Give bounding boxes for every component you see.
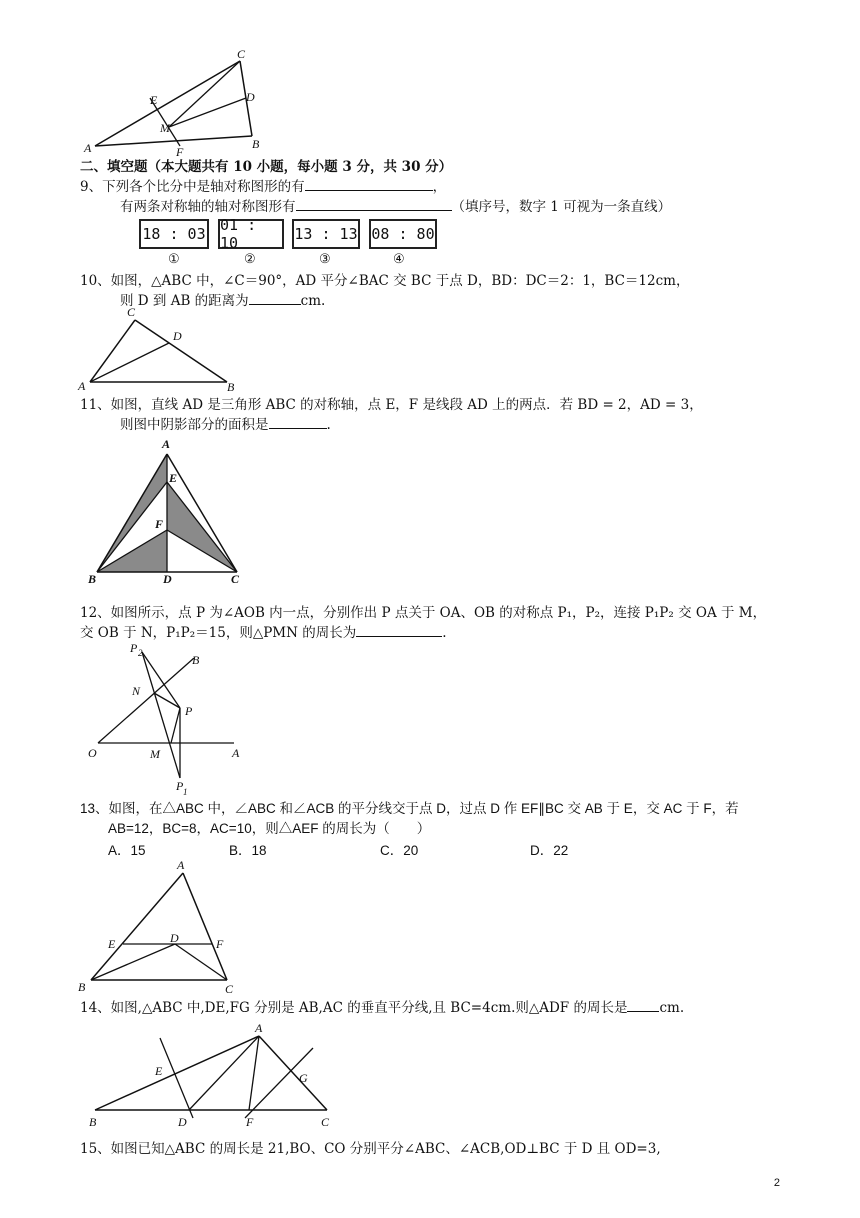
label-b: B — [252, 137, 260, 151]
mark-4: ④ — [393, 252, 405, 267]
mark-3: ③ — [319, 252, 331, 267]
q11-end: . — [326, 417, 331, 433]
label-d: D — [170, 931, 179, 945]
question-9-line-1 — [80, 177, 446, 196]
option-b: B．18 — [229, 843, 267, 858]
score-box-3: 13 : 13 — [292, 219, 360, 249]
question-13-line-1: 13、如图，在△ABC 中，∠ABC 和∠ACB 的平分线交于点 D，过点 D 作 EF∥BC 交 AB 于 E，交 AC 于 F，若 — [80, 801, 739, 816]
label-c: C — [225, 982, 234, 996]
label-e: E — [155, 1064, 163, 1078]
label-d: D — [173, 329, 182, 343]
label-f: F — [246, 1115, 254, 1129]
figure-q11 — [85, 432, 255, 587]
q10-end: cm. — [300, 293, 326, 309]
answer-blank — [296, 197, 452, 211]
figure-q8 — [80, 48, 280, 158]
q9-end: ， — [432, 179, 447, 195]
question-15-line-1: 15、如图已知△ABC 的周长是 21,BO、CO 分别平分∠ABC、∠ACB,OD⊥BC 于 D 且 OD=3, — [80, 1141, 661, 1157]
q11-text-2: 则图中阴影部分的面积是 — [120, 417, 269, 433]
figure-q14 — [85, 1020, 350, 1135]
score-box-4: 08 : 80 — [369, 219, 437, 249]
question-11-line-1: 11、如图，直线 AD 是三角形 ABC 的对称轴，点 E，F 是线段 AD 上的两点．若 BD = 2，AD = 3， — [80, 397, 703, 413]
answer-blank — [249, 291, 301, 305]
question-14-line-1 — [80, 998, 684, 1017]
label-p2-sub: 2 — [138, 648, 143, 658]
q9-end-2: （填序号，数字 1 可视为一条直线） — [451, 199, 672, 215]
q12-text-2: 交 OB 于 N，P₁P₂＝15，则△PMN 的周长为 — [80, 625, 357, 641]
label-b: B — [78, 980, 86, 994]
answer-blank — [627, 998, 659, 1012]
label-b: B — [88, 572, 97, 586]
label-a: A — [84, 141, 92, 155]
label-f: F — [176, 145, 184, 158]
q14-text: 14、如图,△ABC 中,DE,FG 分别是 AB,AC 的垂直平分线,且 BC=4cm.则△ADF 的周长是 — [80, 1000, 628, 1016]
label-c: C — [231, 572, 240, 586]
score-box-2: 01 : 10 — [218, 219, 284, 249]
label-a: A — [255, 1021, 263, 1035]
label-f: F — [155, 517, 164, 531]
label-n: N — [132, 684, 141, 698]
question-10-line-1: 10、如图，△ABC 中，∠C＝90°，AD 平分∠BAC 交 BC 于点 D，BD：DC＝2：1，BC＝12cm， — [80, 273, 690, 289]
question-12-line-1: 12、如图所示，点 P 为∠AOB 内一点，分别作出 P 点关于 OA、OB 的对称点 P₁，P₂，连接 P₁P₂ 交 OA 于 M， — [80, 605, 767, 621]
mark-2: ② — [244, 252, 256, 267]
answer-blank — [356, 623, 442, 637]
label-a: A — [78, 379, 86, 393]
label-d: D — [163, 572, 172, 586]
option-c: C．20 — [380, 843, 419, 858]
label-c: C — [127, 305, 136, 319]
label-e: E — [150, 93, 158, 107]
q12-end: . — [442, 625, 447, 641]
score-box-1: 18 : 03 — [139, 219, 209, 249]
label-m: M — [160, 121, 170, 135]
label-b: B — [192, 653, 200, 667]
label-p2: P — [130, 641, 138, 655]
q9-text: 9、下列各个比分中是轴对称图形的有 — [80, 179, 305, 195]
label-o: O — [88, 746, 97, 760]
label-c: C — [321, 1115, 330, 1129]
question-9-line-2 — [120, 197, 671, 216]
label-b: B — [227, 380, 235, 394]
option-d: D．22 — [530, 843, 569, 858]
label-a: A — [162, 437, 171, 451]
option-a: A．15 — [108, 843, 146, 858]
figure-q13 — [75, 858, 250, 998]
answer-blank — [269, 415, 327, 429]
label-a: A — [232, 746, 240, 760]
label-e: E — [169, 471, 178, 485]
label-b: B — [89, 1115, 97, 1129]
label-d: D — [246, 90, 255, 104]
q9-text-2: 有两条对称轴的轴对称图形有 — [120, 199, 296, 215]
question-13-line-2: AB=12，BC=8，AC=10，则△AEF 的周长为（ ） — [108, 821, 431, 836]
label-p1-sub: 1 — [183, 787, 188, 797]
label-d: D — [178, 1115, 187, 1129]
label-f: F — [216, 937, 224, 951]
section-heading: 二、填空题（本大题共有 10 小题，每小题 3 分，共 30 分） — [80, 159, 453, 175]
label-p: P — [185, 704, 193, 718]
figure-q12 — [82, 640, 257, 800]
q10-text-2: 则 D 到 AB 的距离为 — [120, 293, 249, 309]
label-c: C — [237, 48, 246, 61]
label-m: M — [150, 747, 160, 761]
label-a: A — [177, 858, 185, 872]
q14-end: cm. — [659, 1000, 685, 1016]
label-e: E — [108, 937, 116, 951]
label-g: G — [299, 1071, 308, 1085]
mark-1: ① — [168, 252, 180, 267]
answer-blank — [305, 177, 433, 191]
page-number: 2 — [773, 1177, 780, 1189]
figure-q10 — [75, 304, 245, 394]
label-p1: P — [176, 779, 184, 793]
